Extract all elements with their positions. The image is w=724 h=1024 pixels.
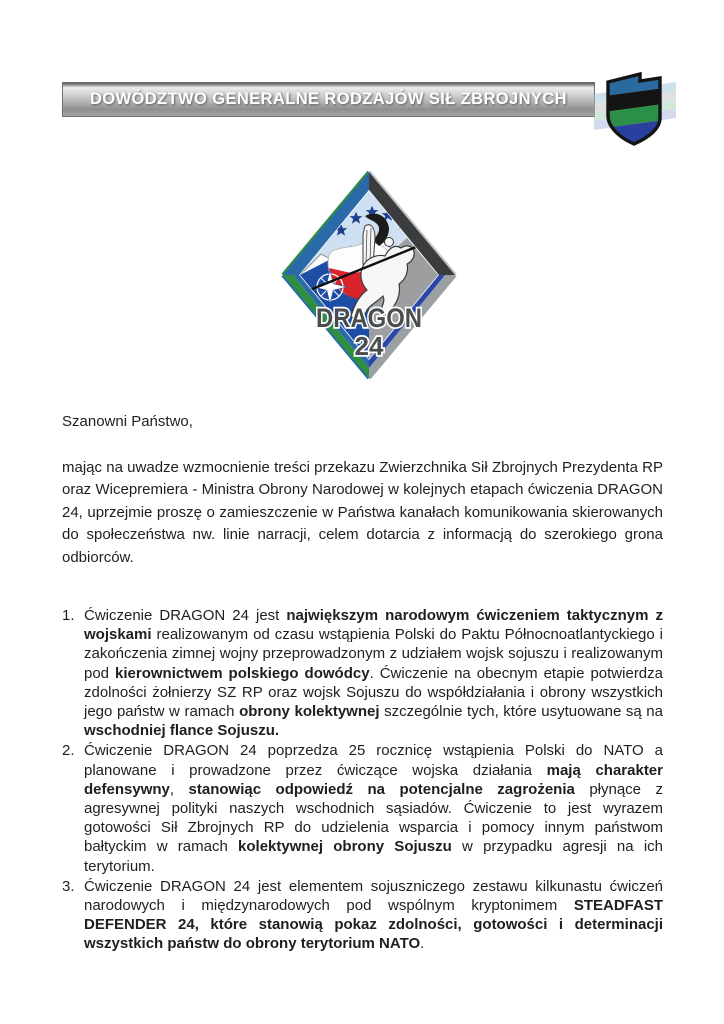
list-item-text: Ćwiczenie DRAGON 24 jest największym narodowym ćwiczeniem taktycznym z wojskami realizowanym od czasu wstąpienia Polski do Paktu Północnoatlantyckiego i zakończenia zimnej wojny przeprowadzonym z udziałem wojsk sojuszu i realizowanym pod kierownictwem polskiego dowódcy. Ćwiczenie na obecnym etapie potwierdza zdolności żołnierzy SZ RP oraz wojsk Sojuszu do współdziałania i obrony wszystkich jego państw w ramach obrony kolektywnej szczególnie tych, które usytuowane są na wschodniej flance Sojuszu. bbox=[84, 607, 663, 740]
list-item-number: 2. bbox=[62, 742, 75, 760]
header-banner bbox=[62, 82, 595, 117]
intro-paragraph: mając na uwadze wzmocnienie treści przekazu Zwierzchnika Sił Zbrojnych Prezydenta RP oraz Wicepremiera - Ministra Obrony Narodowej w kolejnych etapach ćwiczenia DRAGON 24, uprzejmie proszę o zamieszczenie w Państwa kanałach komunikowania skierowanych do społeczeństwa nw. linie narracji, celem dotarcia z informacją do szerokiego grona odbiorców. bbox=[62, 459, 663, 566]
list-item bbox=[62, 877, 663, 954]
dgrsz-shield-icon bbox=[594, 66, 676, 152]
letter-body bbox=[62, 412, 663, 954]
list-item-number: 1. bbox=[62, 607, 75, 625]
list-item-text: Ćwiczenie DRAGON 24 jest elementem sojuszniczego zestawu kilkunastu ćwiczeń narodowych i międzynarodowych pod wspólnym kryptonimem STEADFAST DEFENDER 24, które stanowią pokaz zdolności, gotowości i determinacji wszystkich państw do obrony terytorium NATO. bbox=[84, 877, 663, 953]
list-item bbox=[62, 606, 663, 740]
dragon24-patch bbox=[281, 170, 457, 380]
list-item-number: 3. bbox=[62, 877, 75, 895]
narrative-points-list bbox=[62, 606, 663, 954]
list-item bbox=[62, 741, 663, 875]
greeting: Szanowni Państwo, bbox=[62, 413, 193, 430]
patch-title: DRAGON bbox=[316, 303, 422, 333]
header-title: DOWÓDZTWO GENERALNE RODZAJÓW SIŁ ZBROJNYCH bbox=[90, 90, 567, 108]
patch-number: 24 bbox=[354, 331, 384, 361]
list-item-text: Ćwiczenie DRAGON 24 poprzedza 25 rocznicę wstąpienia Polski do NATO a planowane i prowadzone przez ćwiczące wojska działania mają charakter defensywny, stanowiąc odpowiedź na potencjalne zagrożenia płynące z agresywnej polityki naszych wschodnich sąsiadów. Ćwiczenie to jest wyrazem gotowości Sił Zbrojnych RP do udzielenia wsparcia i pomocy innym państwom bałtyckim w ramach kolektywnej obrony Sojuszu w przypadku agresji na ich terytorium. bbox=[84, 742, 664, 875]
